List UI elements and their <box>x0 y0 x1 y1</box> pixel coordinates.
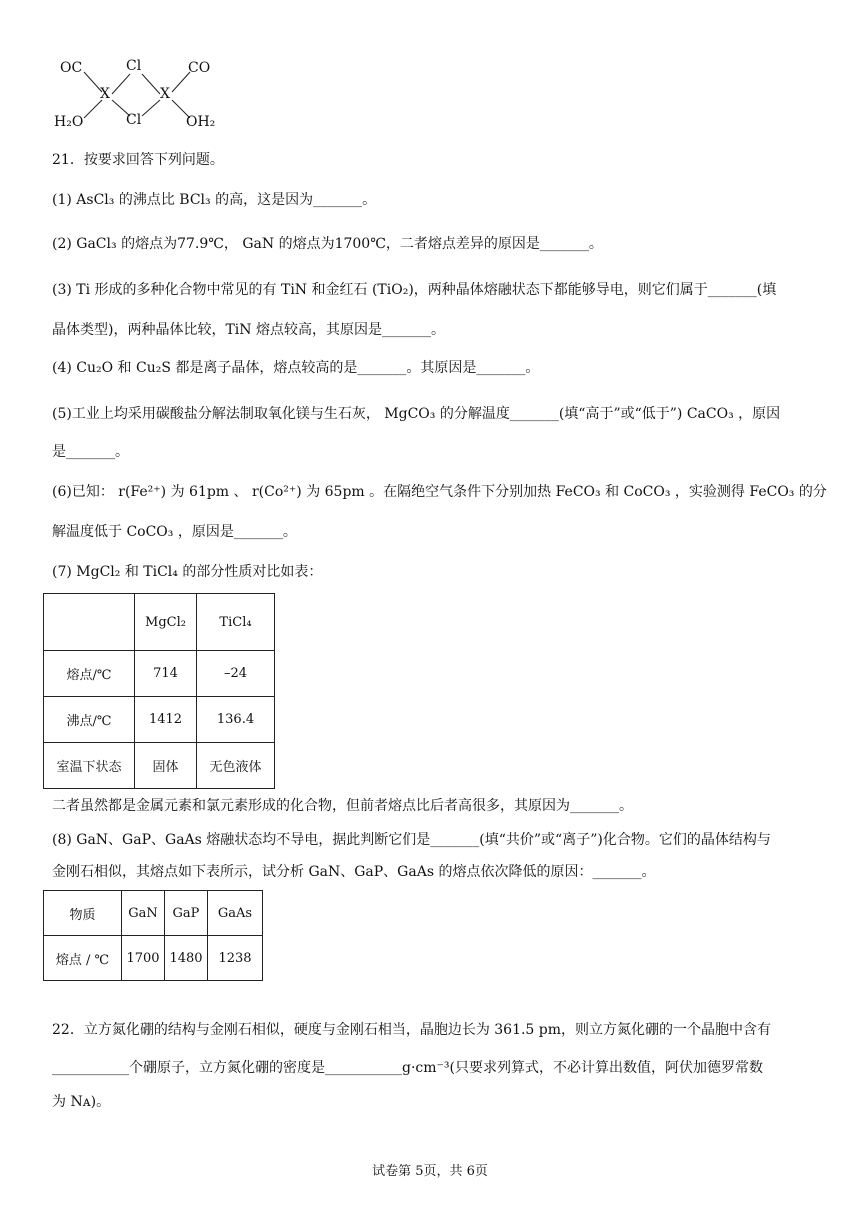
table-cell: 1700 <box>122 936 165 981</box>
table-header-cell <box>44 594 135 651</box>
table-cell: 室温下状态 <box>44 743 135 789</box>
table-cell: 1412 <box>135 697 197 743</box>
table-cell: 熔点 / ℃ <box>44 936 122 981</box>
x-atom-1: X <box>100 86 110 102</box>
co-label: CO <box>188 60 211 76</box>
melting-point-table <box>43 890 263 981</box>
q21-part6-line1: (6)已知： r(Fe²⁺) 为 61pm 、 r(Co²⁺) 为 65pm 。在隔绝空气条件下分别加热 FeCO₃ 和 CoCO₃ ，实验测得 FeCO₃ 的分 <box>52 484 827 500</box>
properties-table <box>43 593 275 789</box>
q21-part5-line1: (5)工业上均采用碳酸盐分解法制取氧化镁与生石灰， MgCO₃ 的分解温度_______(填“高于”或“低于”) CaCO₃ ，原因 <box>52 406 781 422</box>
oc-label: OC <box>60 60 83 76</box>
q21-part6-line2: 解温度低于 CoCO₃ ，原因是_______。 <box>52 524 297 540</box>
table-cell: 136.4 <box>197 697 275 743</box>
table-cell: 固体 <box>135 743 197 789</box>
table-header-cell: GaN <box>122 891 165 936</box>
q21-part4: (4) Cu₂O 和 Cu₂S 都是离子晶体，熔点较高的是_______。其原因是_______。 <box>52 360 540 376</box>
table-cell: 沸点/℃ <box>44 697 135 743</box>
q21-part3-line1: (3) Ti 形成的多种化合物中常见的有 TiN 和金红石 (TiO₂)，两种晶体熔融状态下都能够导电，则它们属于_______(填 <box>52 282 777 298</box>
q21-part1: (1) AsCl₃ 的沸点比 BCl₃ 的高，这是因为_______。 <box>52 192 377 208</box>
table-row <box>44 743 275 789</box>
oh2-label: OH₂ <box>186 114 216 130</box>
table-cell: 无色液体 <box>197 743 275 789</box>
h2o-label: H₂O <box>54 114 84 130</box>
q22-line3: 为 Nᴀ)。 <box>52 1094 111 1110</box>
table-header-row <box>44 594 275 651</box>
cl-bottom-label: Cl <box>126 112 142 128</box>
q21-part7-conclusion: 二者虽然都是金属元素和氯元素形成的化合物，但前者熔点比后者高很多，其原因为_______。 <box>52 798 633 814</box>
q21-part3-line2: 晶体类型)，两种晶体比较，TiN 熔点较高，其原因是_______。 <box>52 322 445 338</box>
table-header-cell: MgCl₂ <box>135 594 197 651</box>
table-cell: –24 <box>197 651 275 697</box>
page-footer: 试卷第 5页，共 6页 <box>372 1164 488 1179</box>
table-header-row <box>44 891 263 936</box>
q21-part8-line2: 金刚石相似，其熔点如下表所示，试分析 GaN、GaP、GaAs 的熔点依次降低的原因：_______。 <box>52 864 656 880</box>
table-row <box>44 936 263 981</box>
cl-top-label: Cl <box>126 58 142 74</box>
x-atom-2: X <box>160 86 170 102</box>
q21-part8-line1: (8) GaN、GaP、GaAs 熔融状态均不导电，据此判断它们是_______(填“共价”或“离子”)化合物。它们的晶体结构与 <box>52 832 771 848</box>
q21-part2: (2) GaCl₃ 的熔点为77.9℃， GaN 的熔点为1700℃，二者熔点差异的原因是_______。 <box>52 236 603 252</box>
q21-part5-line2: 是_______。 <box>52 444 129 460</box>
table-cell: 1238 <box>208 936 263 981</box>
table-header-cell: GaAs <box>208 891 263 936</box>
q22-line1: 22．立方氮化硼的结构与金刚石相似，硬度与金刚石相当，晶胞边长为 361.5 pm，则立方氮化硼的一个晶胞中含有 <box>52 1022 772 1038</box>
table-header-cell: 物质 <box>44 891 122 936</box>
q21-part7: (7) MgCl₂ 和 TiCl₄ 的部分性质对比如表： <box>52 564 323 580</box>
table-cell: 1480 <box>165 936 208 981</box>
table-row <box>44 651 275 697</box>
q21-title: 21．按要求回答下列问题。 <box>52 152 224 168</box>
table-cell: 714 <box>135 651 197 697</box>
coordination-structure-diagram <box>52 56 232 136</box>
table-cell: 熔点/℃ <box>44 651 135 697</box>
table-header-cell: GaP <box>165 891 208 936</box>
table-header-cell: TiCl₄ <box>197 594 275 651</box>
q22-line2: ___________个硼原子，立方氮化硼的密度是___________g·cm⁻³(只要求列算式，不必计算出数值，阿伏加德罗常数 <box>52 1060 763 1076</box>
table-row <box>44 697 275 743</box>
